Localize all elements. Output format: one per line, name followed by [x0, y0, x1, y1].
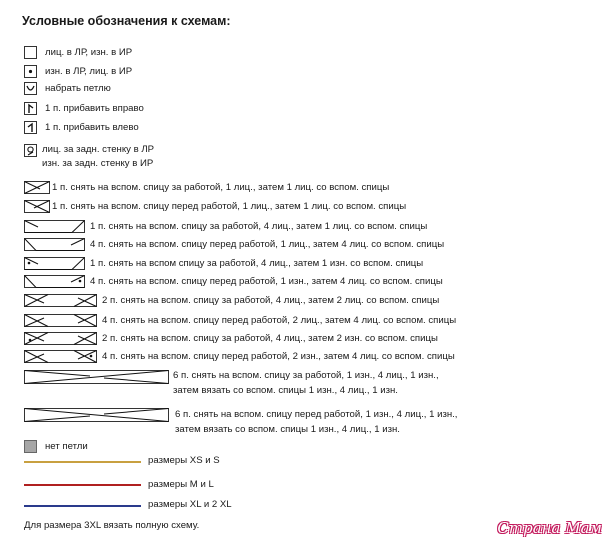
site-watermark: Страна Мам — [497, 519, 602, 537]
legend-text: изн. за задн. стенку в ИР — [42, 158, 154, 169]
cable-5-right-purl-icon — [24, 257, 85, 270]
legend-text: набрать петлю — [45, 83, 111, 94]
cable-12-right-icon — [24, 370, 169, 384]
legend-text: 1 п. прибавить вправо — [45, 103, 144, 114]
cable-row — [24, 294, 439, 307]
cable-12-left-icon — [24, 408, 169, 422]
big-cable-text — [175, 407, 457, 437]
cable-row — [24, 238, 444, 251]
footer-note: Для размера 3XL вязать полную схему. — [24, 520, 200, 531]
cable-6-right-purl-icon — [24, 332, 97, 345]
cable-row — [24, 200, 406, 213]
legend-text: лиц. за задн. стенку в ЛР — [42, 144, 155, 155]
cable-2-left-icon — [24, 200, 50, 213]
cable-row — [24, 220, 427, 233]
legend-row-purl — [24, 65, 132, 78]
legend-text: изн. в ЛР, лиц. в ИР — [45, 66, 133, 77]
legend-row-knit — [24, 46, 132, 59]
big-cable-text — [173, 368, 439, 398]
size-line-xs-s — [24, 461, 141, 463]
cable-text: 1 п. снять на вспом. спицу перед работой, 1 лиц., затем 1 лиц. со вспом. спицы — [52, 201, 407, 212]
cable-text: 4 п. снять на вспом. спицу перед работой, 1 лиц., затем 4 лиц. со вспом. спицы — [90, 239, 445, 250]
big-cable-line: затем вязать со вспом. спицы 1 изн., 4 лиц., 1 изн. — [173, 385, 398, 396]
cable-5-left-purl-icon — [24, 275, 85, 288]
dot-square-icon — [24, 65, 37, 78]
size-line-xl-2xl — [24, 505, 141, 507]
cable-5-right-icon — [24, 220, 85, 233]
legend-text: нет петли — [45, 441, 88, 452]
size-line-m-l — [24, 484, 141, 486]
cable-row — [24, 314, 456, 327]
legend-row-yarn-over — [24, 82, 111, 95]
increase-right-icon — [24, 102, 37, 115]
cable-row — [24, 350, 455, 363]
cable-row — [24, 275, 443, 288]
cable-6-left-icon — [24, 314, 97, 327]
cable-row — [24, 181, 389, 194]
legend-row-increase-right — [24, 102, 144, 115]
cable-5-left-icon — [24, 238, 85, 251]
legend-title: Условные обозначения к схемам: — [22, 14, 231, 28]
big-cable-line: 6 п. снять на вспом. спицу за работой, 1 изн., 4 лиц., 1 изн., — [173, 370, 439, 381]
legend-row-no-stitch — [24, 440, 88, 453]
cable-text: 4 п. снять на вспом. спицу перед работой, 2 лиц., затем 4 лиц. со вспом. спицы — [102, 315, 457, 326]
size-label: размеры XL и 2 XL — [148, 499, 232, 510]
cable-row — [24, 257, 423, 270]
size-label: размеры XS и S — [148, 455, 220, 466]
empty-square-icon — [24, 46, 37, 59]
cable-text: 2 п. снять на вспом. спицу за работой, 4 лиц., затем 2 лиц. со вспом. спицы — [102, 295, 440, 306]
increase-left-icon — [24, 121, 37, 134]
cable-text: 1 п. снять на вспом. спицу за работой, 4 лиц., затем 1 лиц. со вспом. спицы — [90, 221, 428, 232]
size-label: размеры M и L — [148, 479, 214, 490]
no-stitch-square-icon — [24, 440, 37, 453]
legend-text: лиц. в ЛР, изн. в ИР — [45, 47, 133, 58]
cable-text: 1 п. снять на вспом спицу за работой, 4 лиц., затем 1 изн. со вспом. спицы — [90, 258, 424, 269]
cable-text: 1 п. снять на вспом. спицу за работой, 1 лиц., затем 1 лиц. со вспом. спицы — [52, 182, 390, 193]
big-cable-line: 6 п. снять на вспом. спицу перед работой, 1 изн., 4 лиц., 1 изн., — [175, 409, 458, 420]
twisted-stitch-icon — [24, 144, 37, 157]
cable-text: 2 п. снять на вспом. спицу за работой, 4 лиц., затем 2 изн. со вспом. спицы — [102, 333, 438, 344]
legend-row-increase-left — [24, 121, 139, 134]
legend-text: 1 п. прибавить влево — [45, 122, 139, 133]
cable-text: 4 п. снять на вспом. спицу перед работой, 2 изн., затем 4 лиц. со вспом. спицы — [102, 351, 455, 362]
yarn-over-icon — [24, 82, 37, 95]
big-cable-line: затем вязать со вспом. спицы 1 изн., 4 лиц., 1 изн. — [175, 424, 400, 435]
cable-2-right-icon — [24, 181, 50, 194]
cable-6-right-icon — [24, 294, 97, 307]
cable-row — [24, 332, 438, 345]
legend-row-twisted — [24, 143, 154, 171]
cable-text: 4 п. снять на вспом. спицу перед работой, 1 изн., затем 4 лиц. со вспом. спицы — [90, 276, 443, 287]
cable-6-left-purl-icon — [24, 350, 97, 363]
